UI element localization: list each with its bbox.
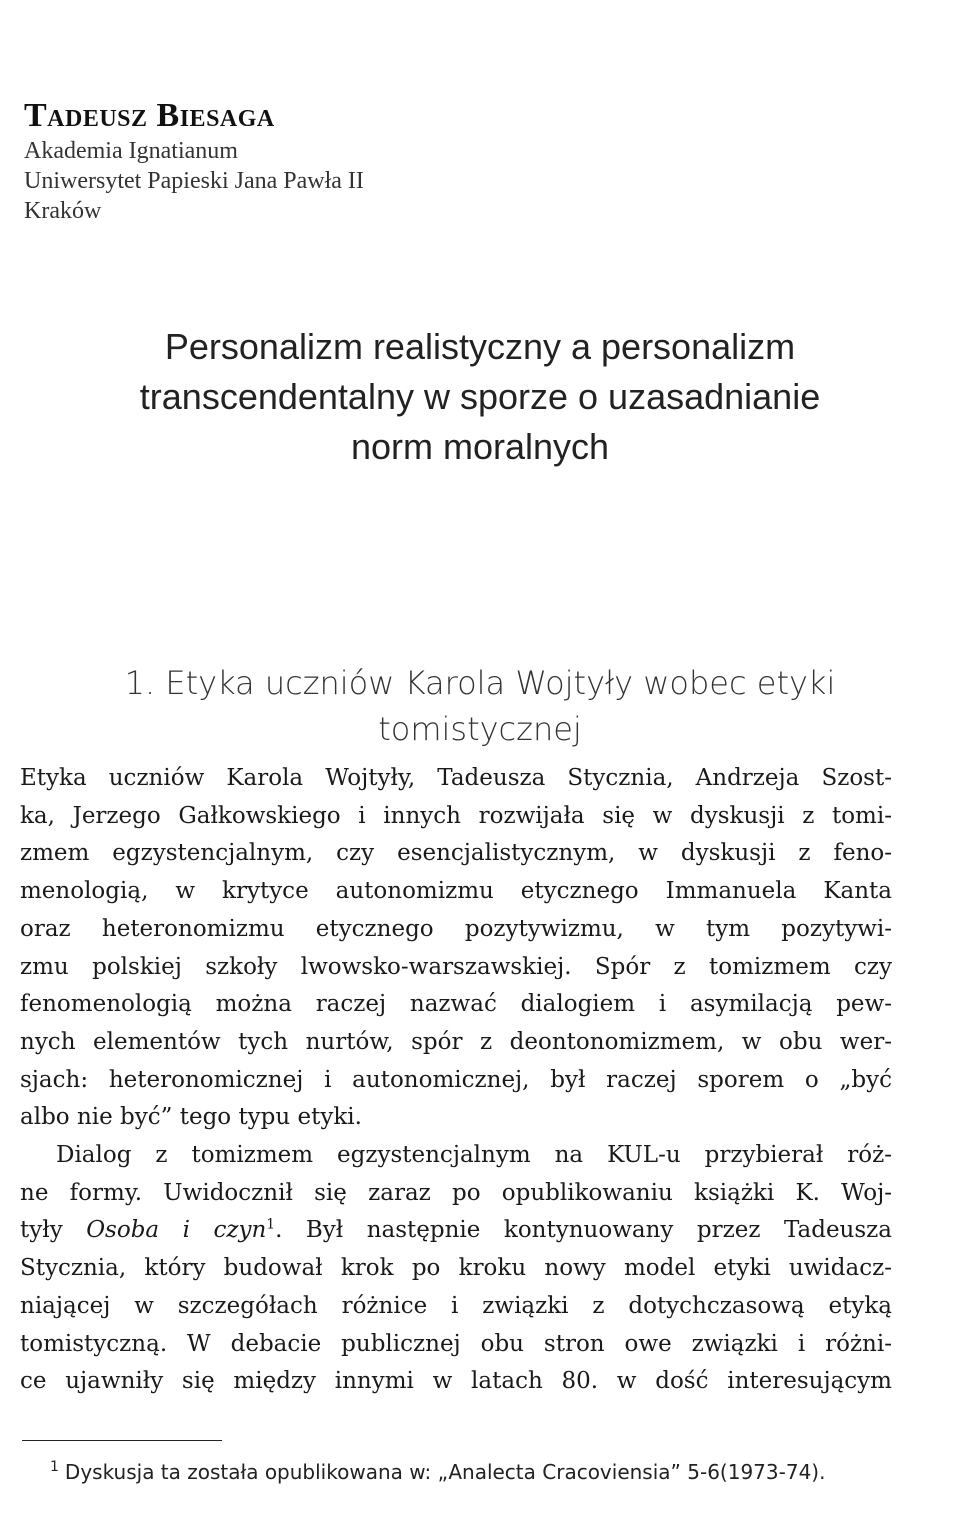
body-line: ce ujawniły się między innymi w latach 80. w dość interesującym [20, 1368, 892, 1395]
body-line-with-citation [20, 1212, 892, 1250]
body-text-span: tyły [20, 1217, 87, 1244]
body-text-span: . Był następnie kontynuowany przez Tadeusza [275, 1217, 893, 1244]
body-line: fenomenologią można raczej nazwać dialogiem i asymilacją pew- [20, 991, 892, 1018]
body-line: ka, Jerzego Gałkowskiego i innych rozwijała się w dyskusji z tomi- [20, 802, 892, 829]
section-heading [0, 660, 960, 752]
body-line: niającej w szczegółach różnice i związki z dotychczasową etyką [20, 1292, 892, 1319]
footnote-number: 1 [50, 1459, 59, 1476]
body-line: tomistyczną. W debacie publicznej obu stron owe związki i różni- [20, 1330, 892, 1357]
title-line: transcendentalny w sporze o uzasadnianie [139, 376, 821, 417]
footnote-text: Dyskusja ta została opublikowana w: „Analecta Cracoviensia” 5-6(1973-74). [64, 1460, 826, 1484]
body-line: ne formy. Uwidocznił się zaraz po opublikowaniu książki K. Woj- [20, 1179, 892, 1206]
body-line: menologią, w krytyce autonomizmu etycznego Immanuela Kanta [20, 878, 892, 905]
title-line: norm moralnych [350, 426, 610, 467]
title-line: Personalizm realistyczny a personalizm [164, 326, 796, 367]
paper-title [0, 322, 960, 472]
body-line: albo nie być” tego typu etyki. [20, 1104, 362, 1131]
author-block [24, 96, 364, 226]
affiliation-1: Akademia Ignatianum [24, 138, 238, 164]
body-line: zmem egzystencjalnym, czy esencjalistycznym, w dyskusji z feno- [20, 840, 892, 867]
body-line: Etyka uczniów Karola Wojtyły, Tadeusza Stycznia, Andrzeja Szost- [20, 765, 892, 791]
body-line: Stycznia, który budował krok po kroku nowy model etyki uwidacz- [20, 1255, 892, 1282]
body-line: nych elementów tych nurtów, spór z deontonomizmem, w obu wer- [20, 1028, 892, 1055]
body-text [20, 760, 892, 1401]
author-name: Tadeusz Biesaga [24, 97, 275, 134]
body-line: oraz heteronomizmu etycznego pozytywizmu, w tym pozytywi- [20, 915, 892, 942]
body-line: sjach: heteronomicznej i autonomicznej, był raczej sporem o „być [20, 1066, 892, 1093]
body-line: Dialog z tomizmem egzystencjalnym na KUL-u przybierał róż- [56, 1142, 892, 1169]
book-title: Osoba i czyn [86, 1217, 267, 1244]
body-line: zmu polskiej szkoły lwowsko-warszawskiej. Spór z tomizmem czy [20, 953, 892, 980]
section-heading-line: 1. Etyka uczniów Karola Wojtyły wobec etyki [124, 664, 836, 702]
affiliation-2: Uniwersytet Papieski Jana Pawła II [24, 168, 364, 194]
affiliation-3: Kraków [24, 198, 102, 224]
footnote-ref: 1 [266, 1216, 276, 1233]
footnote-divider [22, 1440, 222, 1441]
section-heading-line: tomistycznej [378, 710, 582, 748]
footnote [50, 1458, 930, 1486]
